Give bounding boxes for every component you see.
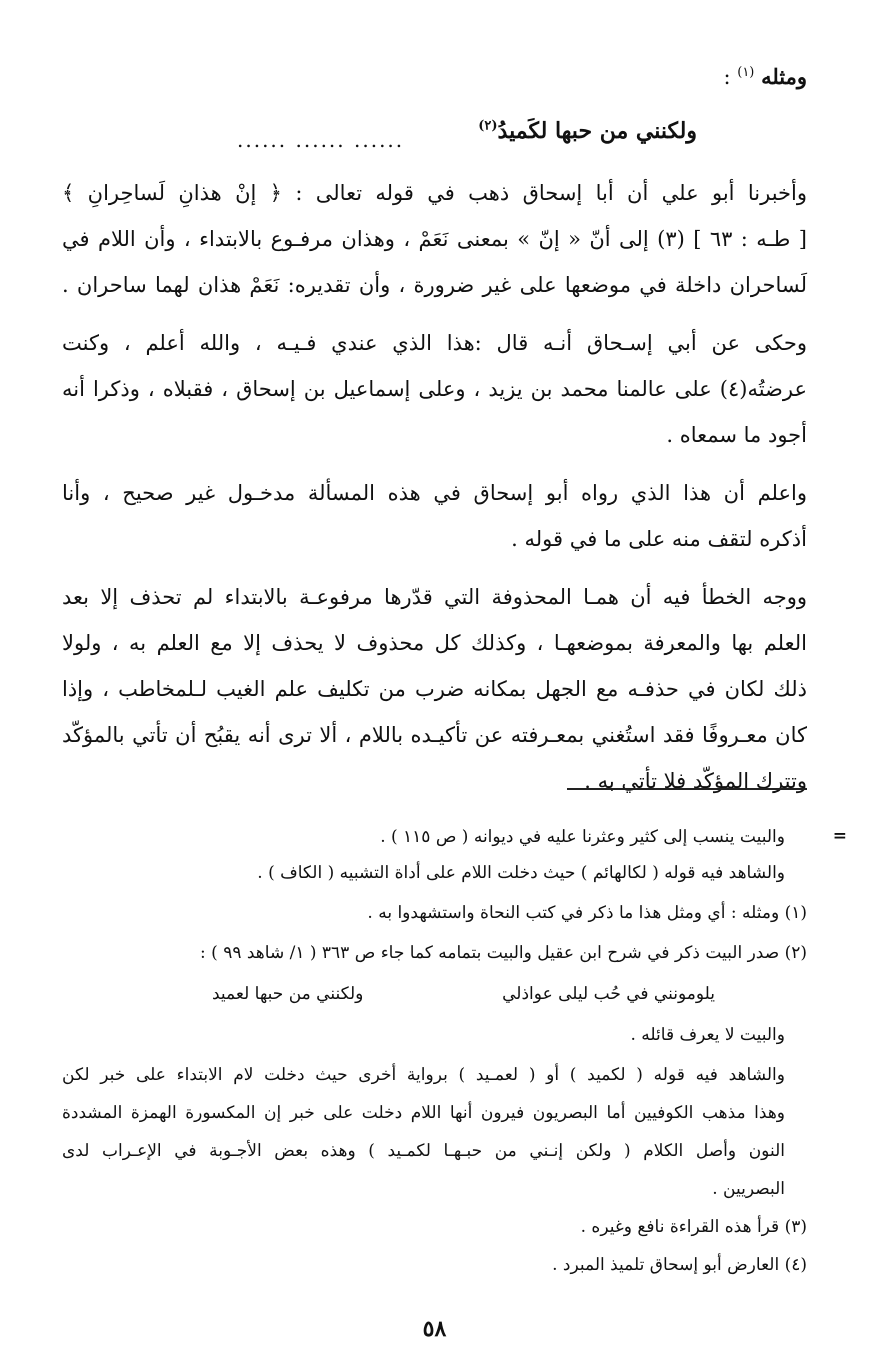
paragraph-1-line-2: [ طـه : ٦٣ ] (٣) إلى أنّ « إنّ » بمعنى نَعَمْ ، وهذان مرفـوع بالابتداء ، وأن اللام في: [62, 227, 807, 251]
paragraph-3-line-2: أذكره لتقف منه على ما في قوله .: [511, 527, 807, 551]
footnote-4: (٤) العارض أبو إسحاق تلميذ المبرد .: [552, 1255, 807, 1275]
paragraph-4-line-3: ذلك لكان في حذفـه مع الجهل بمكانه ضرب من تكليف علم الغيب لـلمخاطب ، وإذا: [62, 677, 807, 701]
footnote-divider: [567, 788, 807, 790]
verse-line: [478, 118, 697, 144]
paragraph-3-line-1: واعلم أن هذا الذي رواه أبو إسحاق في هذه المسألة مدخـول غير صحيح ، وأنا: [62, 481, 807, 505]
footnote-2-line-3: وهذا مذهب الكوفيين أما البصريون فيرون أنها اللام دخلت على خبر إن المكسورة الهمزة المشددة: [62, 1103, 785, 1123]
paragraph-4-line-1: ووجه الخطأ فيه أن همـا المحذوفة التي قدّرها مرفوعـة بالابتداء لم تحذف إلا بعد: [62, 585, 807, 609]
book-page: [62, 0, 847, 1369]
verse-text: ولكنني من حبها لكَميدُ: [497, 118, 697, 144]
paragraph-4-line-4: كان معـروفًا فقد استُغني بمعـرفته عن تأكيـده باللام ، ألا ترى أنه يقبُح أن تأتي بالمؤكّد: [62, 723, 807, 747]
intro-line: [62, 62, 807, 92]
paragraph-4-line-2: العلم بها والمعرفة بموضعهـا ، وكذلك كل محذوف لا يحذف إلا مع العلم به ، ولولا: [62, 631, 807, 655]
paragraph-1-line-1: وأخبرنا أبو علي أن أبا إسحاق ذهب في قوله تعالى : ﴿ إنْ هذانِ لَساحِرانِ ﴾: [62, 181, 807, 205]
footnote-2-poem-first-hemistich: يلومونني في حُب ليلى عواذلي: [502, 984, 715, 1004]
page-number: ٥٨: [422, 1316, 447, 1342]
footnote-1: (١) ومثله : أي ومثل هذا ما ذكر في كتب النحاة واستشهدوا به .: [367, 903, 807, 923]
paragraph-2-line-1: وحكى عن أبي إسـحاق أنـه قال :هذا الذي عندي فـيـه ، والله أعلم ، وكنت: [62, 331, 807, 355]
paragraph-2-line-3: أجود ما سمعاه .: [666, 423, 807, 447]
verse-footnote-ref: (٢): [478, 118, 498, 134]
footnote-continuation-line-2: والشاهد فيه قوله ( لكالهائم ) حيث دخلت اللام على أداة التشبيه ( الكاف ) .: [257, 863, 785, 883]
paragraph-4-line-5: وتترك المؤكّد فلا تأتي به .: [584, 769, 807, 793]
intro-text: ومثله: [761, 64, 807, 89]
intro-footnote-ref: (١): [737, 65, 755, 80]
footnote-3: (٣) قرأ هذه القراءة نافع وغيره .: [580, 1217, 807, 1237]
footnote-2-line-4: النون وأصل الكلام ( ولكن إنـني من حبـهـا لكمـيد ) وهذه بعض الأجـوبة في الإعـراب لدى: [62, 1141, 785, 1161]
footnote-2-unknown-author: والبيت لا يعرف قائله .: [630, 1025, 785, 1045]
footnote-2-poem-second-hemistich: ولكنني من حبها لعميد: [212, 984, 364, 1004]
paragraph-2-line-2: عرضتُه(٤) على عالمنا محمد بن يزيد ، وعلى إسماعيل بن إسحاق ، فقبلاه ، وذكرا أنه: [62, 377, 807, 401]
paragraph-1-line-3: لَساحران داخلة في موضعها على غير ضرورة ، وأن تقديره: نَعَمْ هذان لهما ساحران .: [62, 273, 807, 297]
footnote-2-line-5: البصريين .: [712, 1179, 785, 1199]
footnote-2-line-1: (٢) صدر البيت ذكر في شرح ابن عقيل والبيت بتمامه كما جاء ص ٣٦٣ ( ١/ شاهد ٩٩ ) :: [200, 943, 807, 963]
footnote-2-line-2: والشاهد فيه قوله ( لكميد ) أو ( لعمـيد ) برواية أخرى حيث دخلت لام الابتداء على خبر لكن: [62, 1065, 785, 1085]
footnote-continuation-line-1: والبيت ينسب إلى كثير وعثرنا عليه في ديوانه ( ص ١١٥ ) .: [380, 827, 785, 847]
verse-ellipsis: ...... ...... ......: [237, 128, 405, 152]
intro-colon: :: [723, 65, 731, 89]
footnote-continuation-mark: =: [832, 826, 847, 846]
